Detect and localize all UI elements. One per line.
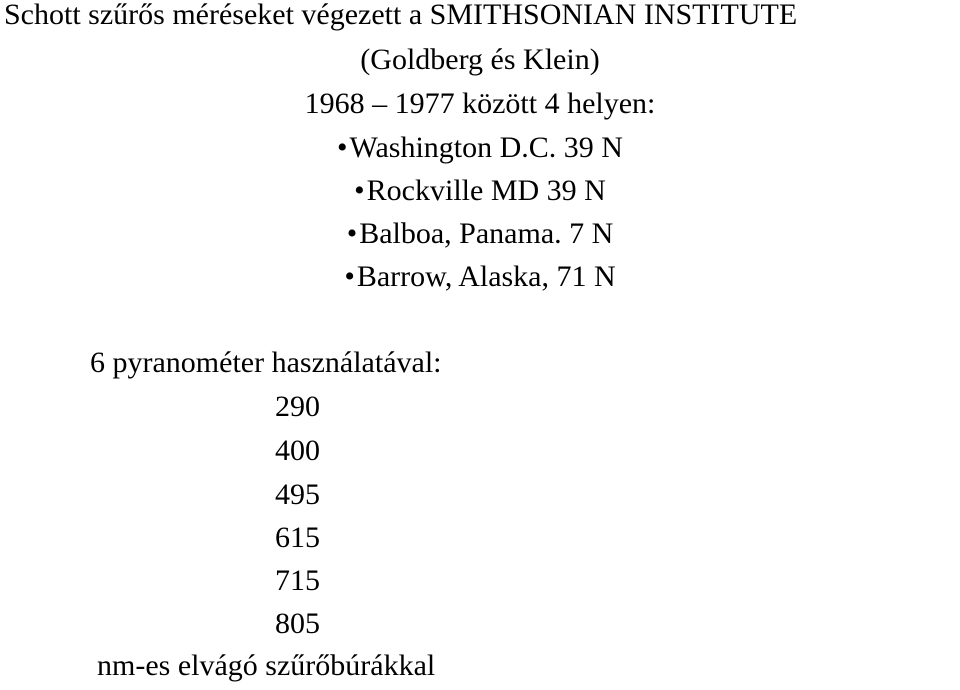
- wavelength-value: 715: [275, 564, 320, 597]
- location-item: [0, 216, 960, 252]
- location-label: Rockville MD 39 N: [366, 174, 606, 207]
- wavelength-value: 290: [275, 390, 320, 423]
- wavelength-value: 495: [275, 478, 320, 511]
- wavelength-value: 400: [275, 434, 320, 467]
- period-line: 1968 – 1977 között 4 helyen:: [304, 87, 656, 120]
- location-item: [0, 259, 960, 295]
- authors-line: (Goldberg és Klein): [360, 43, 600, 76]
- location-item: [0, 130, 960, 166]
- wavelength-value: 805: [275, 607, 320, 640]
- filter-footnote: nm-es elvágó szűrőbúrákkal: [97, 649, 436, 682]
- pyranometer-intro: 6 pyranométer használatával:: [90, 346, 442, 379]
- bullet-icon: [344, 260, 357, 293]
- slide-title: Schott szűrős méréseket végezett a SMITHSONIAN INSTITUTE: [4, 0, 798, 31]
- location-label: Barrow, Alaska, 71 N: [356, 260, 616, 293]
- bullet-icon: [354, 174, 367, 207]
- bullet-icon: [337, 131, 350, 164]
- wavelength-value: 615: [275, 521, 320, 554]
- location-label: Washington D.C. 39 N: [349, 131, 623, 164]
- bullet-icon: [347, 217, 360, 250]
- location-label: Balboa, Panama. 7 N: [359, 217, 614, 250]
- location-item: [0, 173, 960, 209]
